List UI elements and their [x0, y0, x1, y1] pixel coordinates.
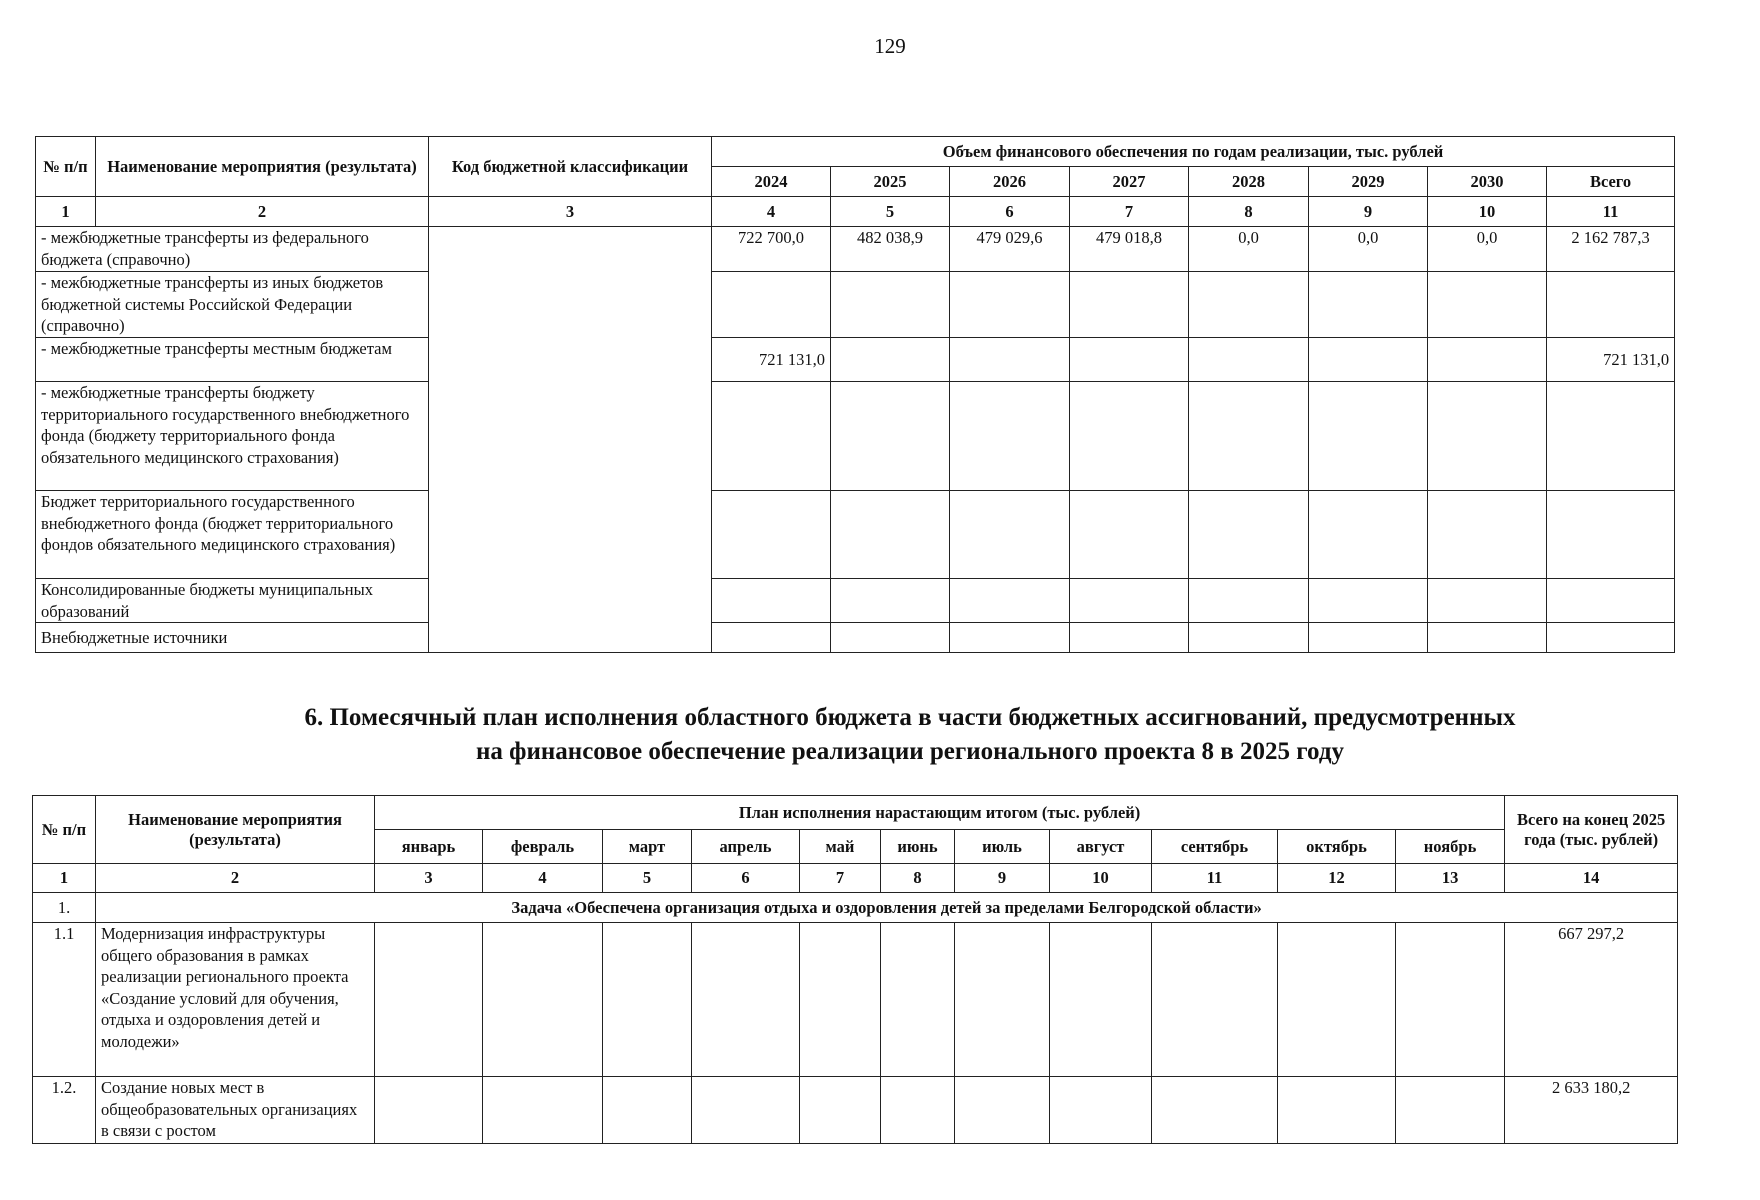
- task-row: [33, 893, 1678, 923]
- row-num: 1.1: [33, 923, 96, 1077]
- header-code: Код бюджетной классификации: [429, 137, 712, 197]
- value-cell: 479 029,6: [950, 227, 1070, 272]
- total-cell: 2 633 180,2: [1505, 1077, 1678, 1144]
- section-title: [0, 701, 1760, 769]
- col-number: 14: [1505, 864, 1678, 893]
- header-num: № п/п: [33, 796, 96, 864]
- table-row: [36, 579, 1675, 623]
- row-name: - межбюджетные трансферты из федерального бюджета (справочно): [36, 227, 429, 272]
- header-plan: План исполнения нарастающим итогом (тыс. рублей): [375, 796, 1505, 830]
- value-cell: [950, 491, 1070, 579]
- table-row: [36, 491, 1675, 579]
- table-row: [36, 623, 1675, 653]
- month-cell: [1278, 1077, 1396, 1144]
- section-title-line: 6. Помесячный план исполнения областного бюджета в части бюджетных ассигнований, предусмотренных: [304, 704, 1516, 731]
- header-num: № п/п: [36, 137, 96, 197]
- header-month: февраль: [483, 830, 603, 864]
- month-cell: [1050, 1077, 1152, 1144]
- header-month: ноябрь: [1396, 830, 1505, 864]
- col-number: 5: [831, 197, 950, 227]
- value-cell: 0,0: [1428, 227, 1547, 272]
- header-row: [36, 137, 1675, 167]
- col-number: 10: [1050, 864, 1152, 893]
- value-cell: [712, 272, 831, 338]
- value-cell: [1309, 272, 1428, 338]
- value-cell: [1070, 382, 1189, 491]
- col-number: 4: [712, 197, 831, 227]
- col-number: 8: [881, 864, 955, 893]
- month-cell: [692, 1077, 800, 1144]
- col-number: 5: [603, 864, 692, 893]
- col-number: 11: [1152, 864, 1278, 893]
- value-cell: [1428, 338, 1547, 382]
- header-year: 2030: [1428, 167, 1547, 197]
- value-cell: [950, 382, 1070, 491]
- task-text: Задача «Обеспечена организация отдыха и оздоровления детей за пределами Белгородской области»: [96, 893, 1678, 923]
- row-name: Создание новых мест в общеобразовательных организациях в связи с ростом: [96, 1077, 375, 1144]
- row-name: Консолидированные бюджеты муниципальных образований: [36, 579, 429, 623]
- month-cell: [692, 923, 800, 1077]
- table-row: [36, 382, 1675, 491]
- month-cell: [1396, 1077, 1505, 1144]
- header-volume: Объем финансового обеспечения по годам реализации, тыс. рублей: [712, 137, 1675, 167]
- value-cell: [831, 338, 950, 382]
- month-cell: [955, 1077, 1050, 1144]
- budget-code-cell: [429, 227, 712, 653]
- value-cell: [950, 623, 1070, 653]
- col-number: 11: [1547, 197, 1675, 227]
- value-cell: [1070, 338, 1189, 382]
- value-cell: [950, 579, 1070, 623]
- value-cell: [1309, 338, 1428, 382]
- month-cell: [375, 1077, 483, 1144]
- month-cell: [955, 923, 1050, 1077]
- total-cell: [1547, 382, 1675, 491]
- month-cell: [603, 1077, 692, 1144]
- value-cell: [1428, 579, 1547, 623]
- month-cell: [1278, 923, 1396, 1077]
- row-name: Бюджет территориального государственного внебюджетного фонда (бюджет территориального фондов обязательного медицинского страхования): [36, 491, 429, 579]
- value-cell: [831, 491, 950, 579]
- header-name: Наименование мероприятия (результата): [96, 796, 375, 864]
- header-row: [33, 796, 1678, 830]
- value-cell: [831, 272, 950, 338]
- value-cell: 0,0: [1189, 227, 1309, 272]
- value-cell: [1309, 491, 1428, 579]
- value-cell: [712, 491, 831, 579]
- row-name: Внебюджетные источники: [36, 623, 429, 653]
- header-month: октябрь: [1278, 830, 1396, 864]
- header-year: 2029: [1309, 167, 1428, 197]
- section-title-line: на финансовое обеспечение реализации регионального проекта 8 в 2025 году: [476, 738, 1344, 765]
- col-number: 13: [1396, 864, 1505, 893]
- month-cell: [483, 923, 603, 1077]
- value-cell: [712, 382, 831, 491]
- row-name: - межбюджетные трансферты из иных бюджетов бюджетной системы Российской Федерации (справочно): [36, 272, 429, 338]
- header-year: 2028: [1189, 167, 1309, 197]
- value-cell: [950, 272, 1070, 338]
- header-month: сентябрь: [1152, 830, 1278, 864]
- column-numbers-row: [36, 197, 1675, 227]
- value-cell: [1428, 491, 1547, 579]
- row-num: 1.2.: [33, 1077, 96, 1144]
- table-row: [36, 338, 1675, 382]
- month-cell: [1050, 923, 1152, 1077]
- total-cell: 721 131,0: [1547, 338, 1675, 382]
- header-year: 2024: [712, 167, 831, 197]
- financing-table: [35, 136, 1675, 653]
- month-cell: [603, 923, 692, 1077]
- header-year: 2025: [831, 167, 950, 197]
- header-month: август: [1050, 830, 1152, 864]
- col-number: 1: [36, 197, 96, 227]
- col-number: 2: [96, 864, 375, 893]
- header-year: 2026: [950, 167, 1070, 197]
- col-number: 1: [33, 864, 96, 893]
- col-number: 8: [1189, 197, 1309, 227]
- col-number: 6: [692, 864, 800, 893]
- value-cell: [831, 623, 950, 653]
- month-cell: [800, 923, 881, 1077]
- table-row: [33, 923, 1678, 1077]
- month-cell: [375, 923, 483, 1077]
- value-cell: [1070, 579, 1189, 623]
- column-numbers-row: [33, 864, 1678, 893]
- value-cell: [831, 579, 950, 623]
- col-number: 2: [96, 197, 429, 227]
- table-row: [33, 1077, 1678, 1144]
- table-row: [36, 272, 1675, 338]
- header-year: 2027: [1070, 167, 1189, 197]
- col-number: 3: [429, 197, 712, 227]
- value-cell: [1189, 491, 1309, 579]
- value-cell: 482 038,9: [831, 227, 950, 272]
- value-cell: [1309, 623, 1428, 653]
- header-month: март: [603, 830, 692, 864]
- month-cell: [881, 1077, 955, 1144]
- value-cell: [712, 579, 831, 623]
- value-cell: [712, 623, 831, 653]
- header-month: июль: [955, 830, 1050, 864]
- value-cell: [1189, 579, 1309, 623]
- total-cell: 2 162 787,3: [1547, 227, 1675, 272]
- value-cell: 721 131,0: [712, 338, 831, 382]
- value-cell: [1189, 338, 1309, 382]
- value-cell: [950, 338, 1070, 382]
- header-total: Всего на конец 2025 года (тыс. рублей): [1505, 796, 1678, 864]
- total-cell: 667 297,2: [1505, 923, 1678, 1077]
- task-num: 1.: [33, 893, 96, 923]
- month-cell: [1152, 1077, 1278, 1144]
- value-cell: 0,0: [1309, 227, 1428, 272]
- header-month: май: [800, 830, 881, 864]
- value-cell: [1070, 491, 1189, 579]
- col-number: 4: [483, 864, 603, 893]
- header-total: Всего: [1547, 167, 1675, 197]
- col-number: 12: [1278, 864, 1396, 893]
- month-cell: [483, 1077, 603, 1144]
- col-number: 9: [955, 864, 1050, 893]
- total-cell: [1547, 272, 1675, 338]
- header-month: июнь: [881, 830, 955, 864]
- month-cell: [800, 1077, 881, 1144]
- header-month: январь: [375, 830, 483, 864]
- value-cell: [1309, 382, 1428, 491]
- value-cell: [1189, 272, 1309, 338]
- value-cell: 479 018,8: [1070, 227, 1189, 272]
- col-number: 7: [800, 864, 881, 893]
- month-cell: [881, 923, 955, 1077]
- col-number: 3: [375, 864, 483, 893]
- col-number: 9: [1309, 197, 1428, 227]
- value-cell: [1189, 382, 1309, 491]
- month-cell: [1396, 923, 1505, 1077]
- total-cell: [1547, 491, 1675, 579]
- row-name: - межбюджетные трансферты бюджету территориального государственного внебюджетного фонда (бюджету территориального фонда обязательного медицинского страхования): [36, 382, 429, 491]
- value-cell: 722 700,0: [712, 227, 831, 272]
- header-name: Наименование мероприятия (результата): [96, 137, 429, 197]
- value-cell: [831, 382, 950, 491]
- header-month: апрель: [692, 830, 800, 864]
- total-cell: [1547, 579, 1675, 623]
- row-name: - межбюджетные трансферты местным бюджетам: [36, 338, 429, 382]
- value-cell: [1428, 272, 1547, 338]
- row-name: Модернизация инфраструктуры общего образования в рамках реализации регионального проекта «Создание условий для обучения, отдыха и оздоровления детей и молодежи»: [96, 923, 375, 1077]
- total-cell: [1547, 623, 1675, 653]
- table-row: [36, 227, 1675, 272]
- value-cell: [1428, 382, 1547, 491]
- value-cell: [1070, 623, 1189, 653]
- value-cell: [1070, 272, 1189, 338]
- col-number: 10: [1428, 197, 1547, 227]
- page-number: 129: [874, 34, 906, 58]
- col-number: 7: [1070, 197, 1189, 227]
- month-cell: [1152, 923, 1278, 1077]
- value-cell: [1428, 623, 1547, 653]
- value-cell: [1309, 579, 1428, 623]
- value-cell: [1189, 623, 1309, 653]
- monthly-plan-table: [32, 795, 1678, 1144]
- col-number: 6: [950, 197, 1070, 227]
